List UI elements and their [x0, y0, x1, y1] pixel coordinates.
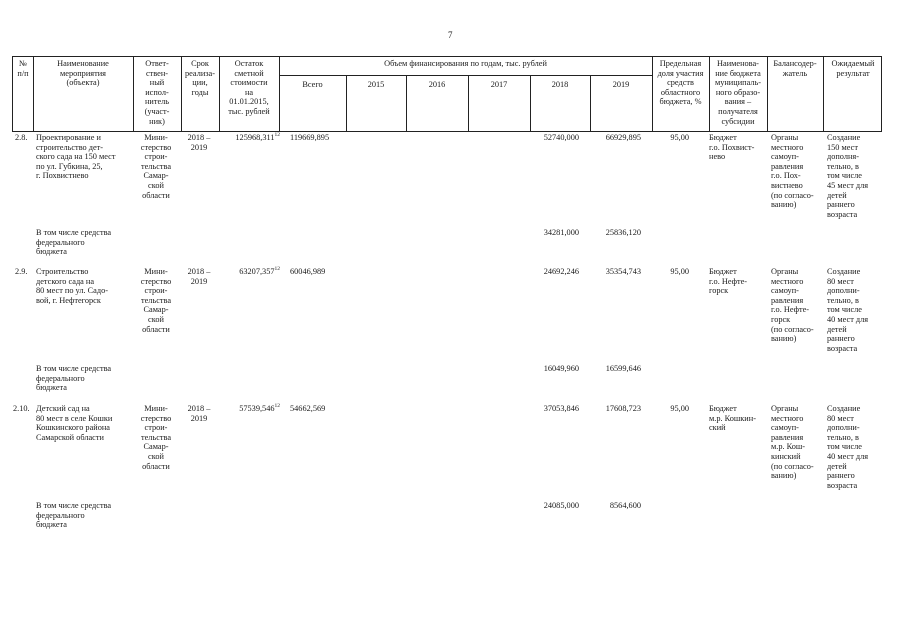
row-remainder-footnote: 12 — [274, 132, 280, 138]
header-budget: Наименова- ние бюджета муниципаль- ного образо- вания – получателя субсидии — [714, 59, 762, 126]
header-subdivider — [279, 75, 652, 76]
table-header — [12, 56, 882, 132]
row-result: Создание 80 мест дополни- тельно, в том числе 40 мест для детей раннего возраста — [827, 404, 869, 490]
row-federal-2019: 8564,600 — [609, 501, 641, 510]
header-total: Всего — [302, 80, 323, 89]
row-executor: Мини- стерство строи- тельства Самар- ской области — [140, 404, 172, 471]
row-federal-label: В том числе средства федерального бюджета — [36, 364, 112, 393]
row-federal-2018: 16049,960 — [543, 364, 579, 373]
row-result: Создание 150 мест дополня- тельно, в том числе 45 мест для детей раннего возраста — [827, 133, 869, 219]
row-budget: Бюджет м.р. Кошкин- ский — [709, 404, 756, 433]
header-holder: Балансодер- жатель — [773, 59, 817, 78]
row-name: Проектирование и строительство дет- ского сада на 150 мест по ул. Губкина, 25, г. Похвистнево — [36, 133, 116, 181]
row-executor: Мини- стерство строи- тельства Самар- ской области — [140, 267, 172, 334]
row-remainder — [218, 404, 280, 414]
header-2016: 2016 — [428, 80, 446, 89]
row-2019: 66929,895 — [605, 133, 641, 142]
header-num: № п/п — [17, 59, 29, 78]
header-2015: 2015 — [367, 80, 385, 89]
row-num: 2.8. — [15, 133, 28, 142]
row-federal-2018: 34281,000 — [543, 228, 579, 237]
row-share: 95,00 — [670, 404, 689, 413]
header-remainder: Остаток сметной стоимости на 01.01.2015, тыс. рублей — [228, 59, 270, 116]
row-remainder-value: 57539,546 — [239, 404, 275, 413]
header-financing: Объем финансирования по годам, тыс. рублей — [384, 59, 547, 68]
row-federal-2019: 16599,646 — [605, 364, 641, 373]
row-share: 95,00 — [670, 267, 689, 276]
row-2019: 17608,723 — [605, 404, 641, 413]
header-executor: Ответ- ствен- ный испол- нитель (участ- ник) — [144, 59, 170, 126]
header-name: Наименование мероприятия (объекта) — [57, 59, 109, 88]
row-remainder-footnote: 12 — [274, 266, 280, 272]
page-number: 7 — [448, 30, 453, 40]
row-holder: Органы местного самоуп- равления г.о. Нефте- горск (по согласо- ванию) — [771, 267, 814, 344]
row-remainder-value: 63207,357 — [239, 267, 275, 276]
row-remainder-value: 125968,311 — [235, 133, 275, 142]
header-share: Предельная доля участия средств областного бюджета, % — [657, 59, 704, 107]
row-total: 119669,895 — [290, 133, 330, 142]
row-remainder — [218, 133, 280, 143]
row-term: 2018 – 2019 — [187, 133, 211, 152]
row-total: 60046,989 — [290, 267, 326, 276]
row-budget: Бюджет г.о. Нефте- горск — [709, 267, 748, 296]
row-total: 54662,569 — [290, 404, 326, 413]
row-result: Создание 80 мест дополни- тельно, в том числе 40 мест для детей раннего возраста — [827, 267, 869, 353]
row-2019: 35354,743 — [605, 267, 641, 276]
row-federal-2019: 25836,120 — [605, 228, 641, 237]
row-num: 2.9. — [15, 267, 28, 276]
header-result: Ожидаемый результат — [831, 59, 875, 78]
row-holder: Органы местного самоуп- равления м.р. Кош- кинский (по согласо- ванию) — [771, 404, 814, 481]
header-2017: 2017 — [490, 80, 508, 89]
header-2019: 2019 — [612, 80, 630, 89]
row-federal-label: В том числе средства федерального бюджета — [36, 501, 112, 530]
row-name: Детский сад на 80 мест в селе Кошки Кошкинского района Самарской области — [36, 404, 113, 442]
row-remainder-footnote: 12 — [274, 403, 280, 409]
row-share: 95,00 — [670, 133, 689, 142]
row-term: 2018 – 2019 — [187, 267, 211, 286]
row-executor: Мини- стерство строи- тельства Самар- ской области — [140, 133, 172, 200]
header-term: Срок реализа- ции, годы — [185, 59, 215, 97]
row-federal-label: В том числе средства федерального бюджета — [36, 228, 112, 257]
row-holder: Органы местного самоуп- равления г.о. Пох- вистнево (по согласо- ванию) — [771, 133, 814, 210]
row-name: Строительство детского сада на 80 мест по ул. Садо- вой, г. Нефтегорск — [36, 267, 108, 305]
row-2018: 52740,000 — [543, 133, 579, 142]
header-2018: 2018 — [551, 80, 569, 89]
row-num: 2.10. — [13, 404, 30, 413]
row-2018: 24692,246 — [543, 267, 579, 276]
row-budget: Бюджет г.о. Похвист- нево — [709, 133, 755, 162]
row-federal-2018: 24085,000 — [543, 501, 579, 510]
row-2018: 37053,846 — [543, 404, 579, 413]
row-term: 2018 – 2019 — [187, 404, 211, 423]
row-remainder — [218, 267, 280, 277]
